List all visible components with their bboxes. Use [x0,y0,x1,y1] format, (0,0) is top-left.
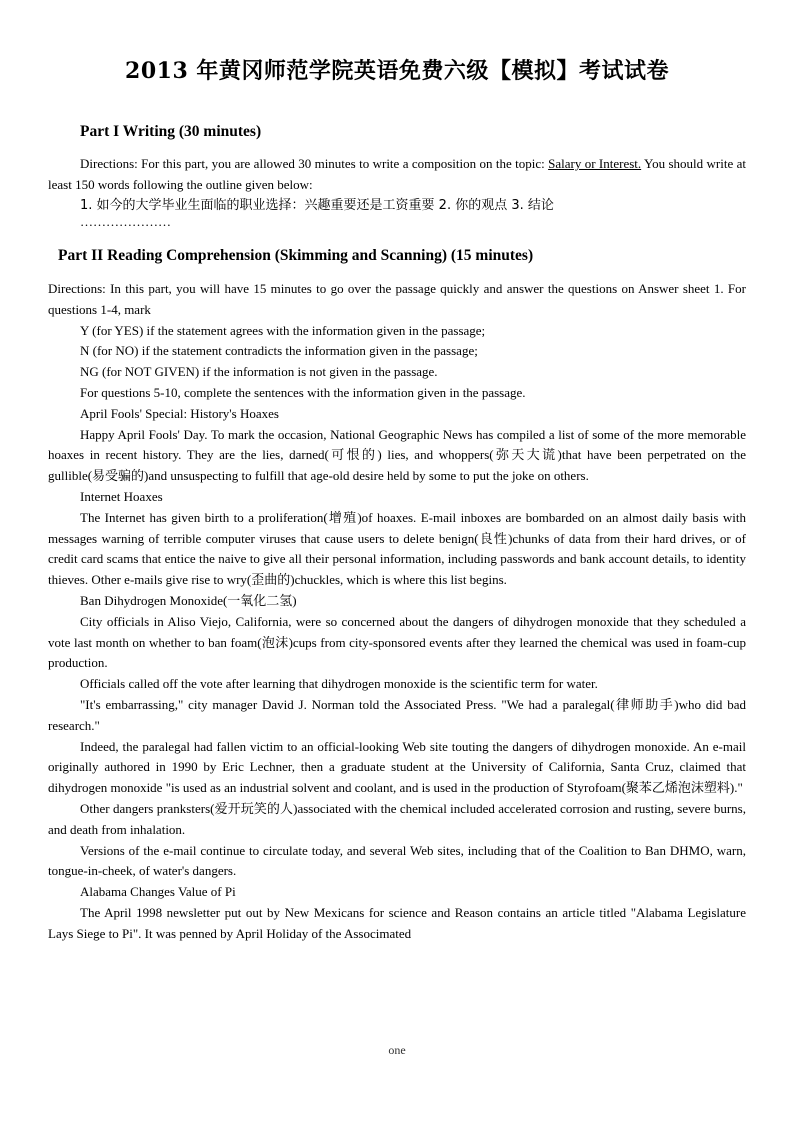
document-title: 2013 年黄冈师范学院英语免费六级【模拟】考试试卷 [125,58,669,84]
instruction-questions-5-10: For questions 5-10, complete the sentences with the information given in the passage. [80,384,526,400]
passage-paragraph: Indeed, the paralegal had fallen victim to an official-looking Web site touting the dangers of dihydrogen monoxide. An e-mail originally authored in 1990 by Eric Lechner, then a graduate student at the University of California, Santa Cruz, claimed that dihydrogen monoxide "is used as an industrial solvent and coolant, and is used in the production of Styrofoam(聚苯乙烯泡沫塑料)." [48,738,746,796]
part1-directions-text: Directions: For this part, you are allowed 30 minutes to write a composition on the topic: [80,156,549,171]
part1-directions [48,154,746,196]
page-number: one [388,1043,406,1057]
subheading-dhmo: Ban Dihydrogen Monoxide(一氧化二氢) [80,592,297,608]
passage-paragraph: Officials called off the vote after learning that dihydrogen monoxide is the scientific term for water. [80,676,598,692]
essay-outline: 1. 如今的大学毕业生面临的职业选择：兴趣重要还是工资重要 2. 你的观点 3. 结论 [80,198,554,213]
part2-directions: Directions: In this part, you will have 15 minutes to go over the passage quickly and answer the questions on Answer sheet 1. For questions 1-4, mark [48,281,746,317]
passage-paragraph: City officials in Aliso Viejo, California, were so concerned about the dangers of dihydrogen monoxide that they scheduled a vote last month on whether to ban foam(泡沫)cups from city-sponsored events after they learned the chemical was used in foam-cup production. [48,613,746,671]
passage-paragraph: Other dangers pranksters(爱开玩笑的人)associated with the chemical included accelerated corrosion and rusting, severe burns, and death from inhalation. [48,800,746,837]
passage-paragraph: The April 1998 newsletter put out by New Mexicans for science and Reason contains an article titled "Alabama Legislature Lays Siege to Pi". It was penned by April Holiday of the Associmated [48,904,746,941]
instruction-yes: Y (for YES) if the statement agrees with the information given in the passage; [80,322,486,338]
subheading-alabama-pi: Alabama Changes Value of Pi [80,884,236,900]
passage-paragraph: "It's embarrassing," city manager David J. Norman told the Associated Press. "We had a paralegal(律师助手)who did bad research." [48,696,746,733]
passage-paragraph: Happy April Fools' Day. To mark the occasion, National Geographic News has compiled a list of some of the more memorable hoaxes in recent history. They are the lies, darned(可恨的) lies, and whoppers(弥天大谎)that have been perpetrated on the gullible(易受骗的)and unsuspecting to fulfill that age-old desire held by some to put the joke on others. [48,426,746,484]
part2-body [48,279,746,945]
essay-topic: Salary or Interest. [548,156,642,171]
subheading-internet-hoaxes: Internet Hoaxes [80,488,163,504]
instruction-not-given: NG (for NOT GIVEN) if the information is not given in the passage. [80,364,438,380]
part1-heading: Part I Writing (30 minutes) [80,123,262,140]
outline-ellipsis: ………………… [80,214,171,229]
part1-directions-tail: You should write at least 150 words following the outline given below: [48,156,747,192]
passage-paragraph: Versions of the e-mail continue to circulate today, and several Web sites, including that of the Coalition to Ban DHMO, warn, tongue-in-cheek, of water's dangers. [48,842,746,879]
part2-heading: Part II Reading Comprehension (Skimming and Scanning) (15 minutes) [58,247,534,264]
passage-title: April Fools' Special: History's Hoaxes [80,405,279,421]
instruction-no: N (for NO) if the statement contradicts the information given in the passage; [80,343,478,359]
passage-paragraph: The Internet has given birth to a proliferation(增殖)of hoaxes. E-mail inboxes are bombarded on an almost daily basis with messages warning of terrible computer viruses that cause users to delete benign(良性)chunks of data from their hard drives, or of credit card scams that entice the naive to give all their personal information, including passwords and bank account details, to identity thieves. Other e-mails give rise to wry(歪曲的)chuckles, which is where this list begins. [48,509,746,588]
